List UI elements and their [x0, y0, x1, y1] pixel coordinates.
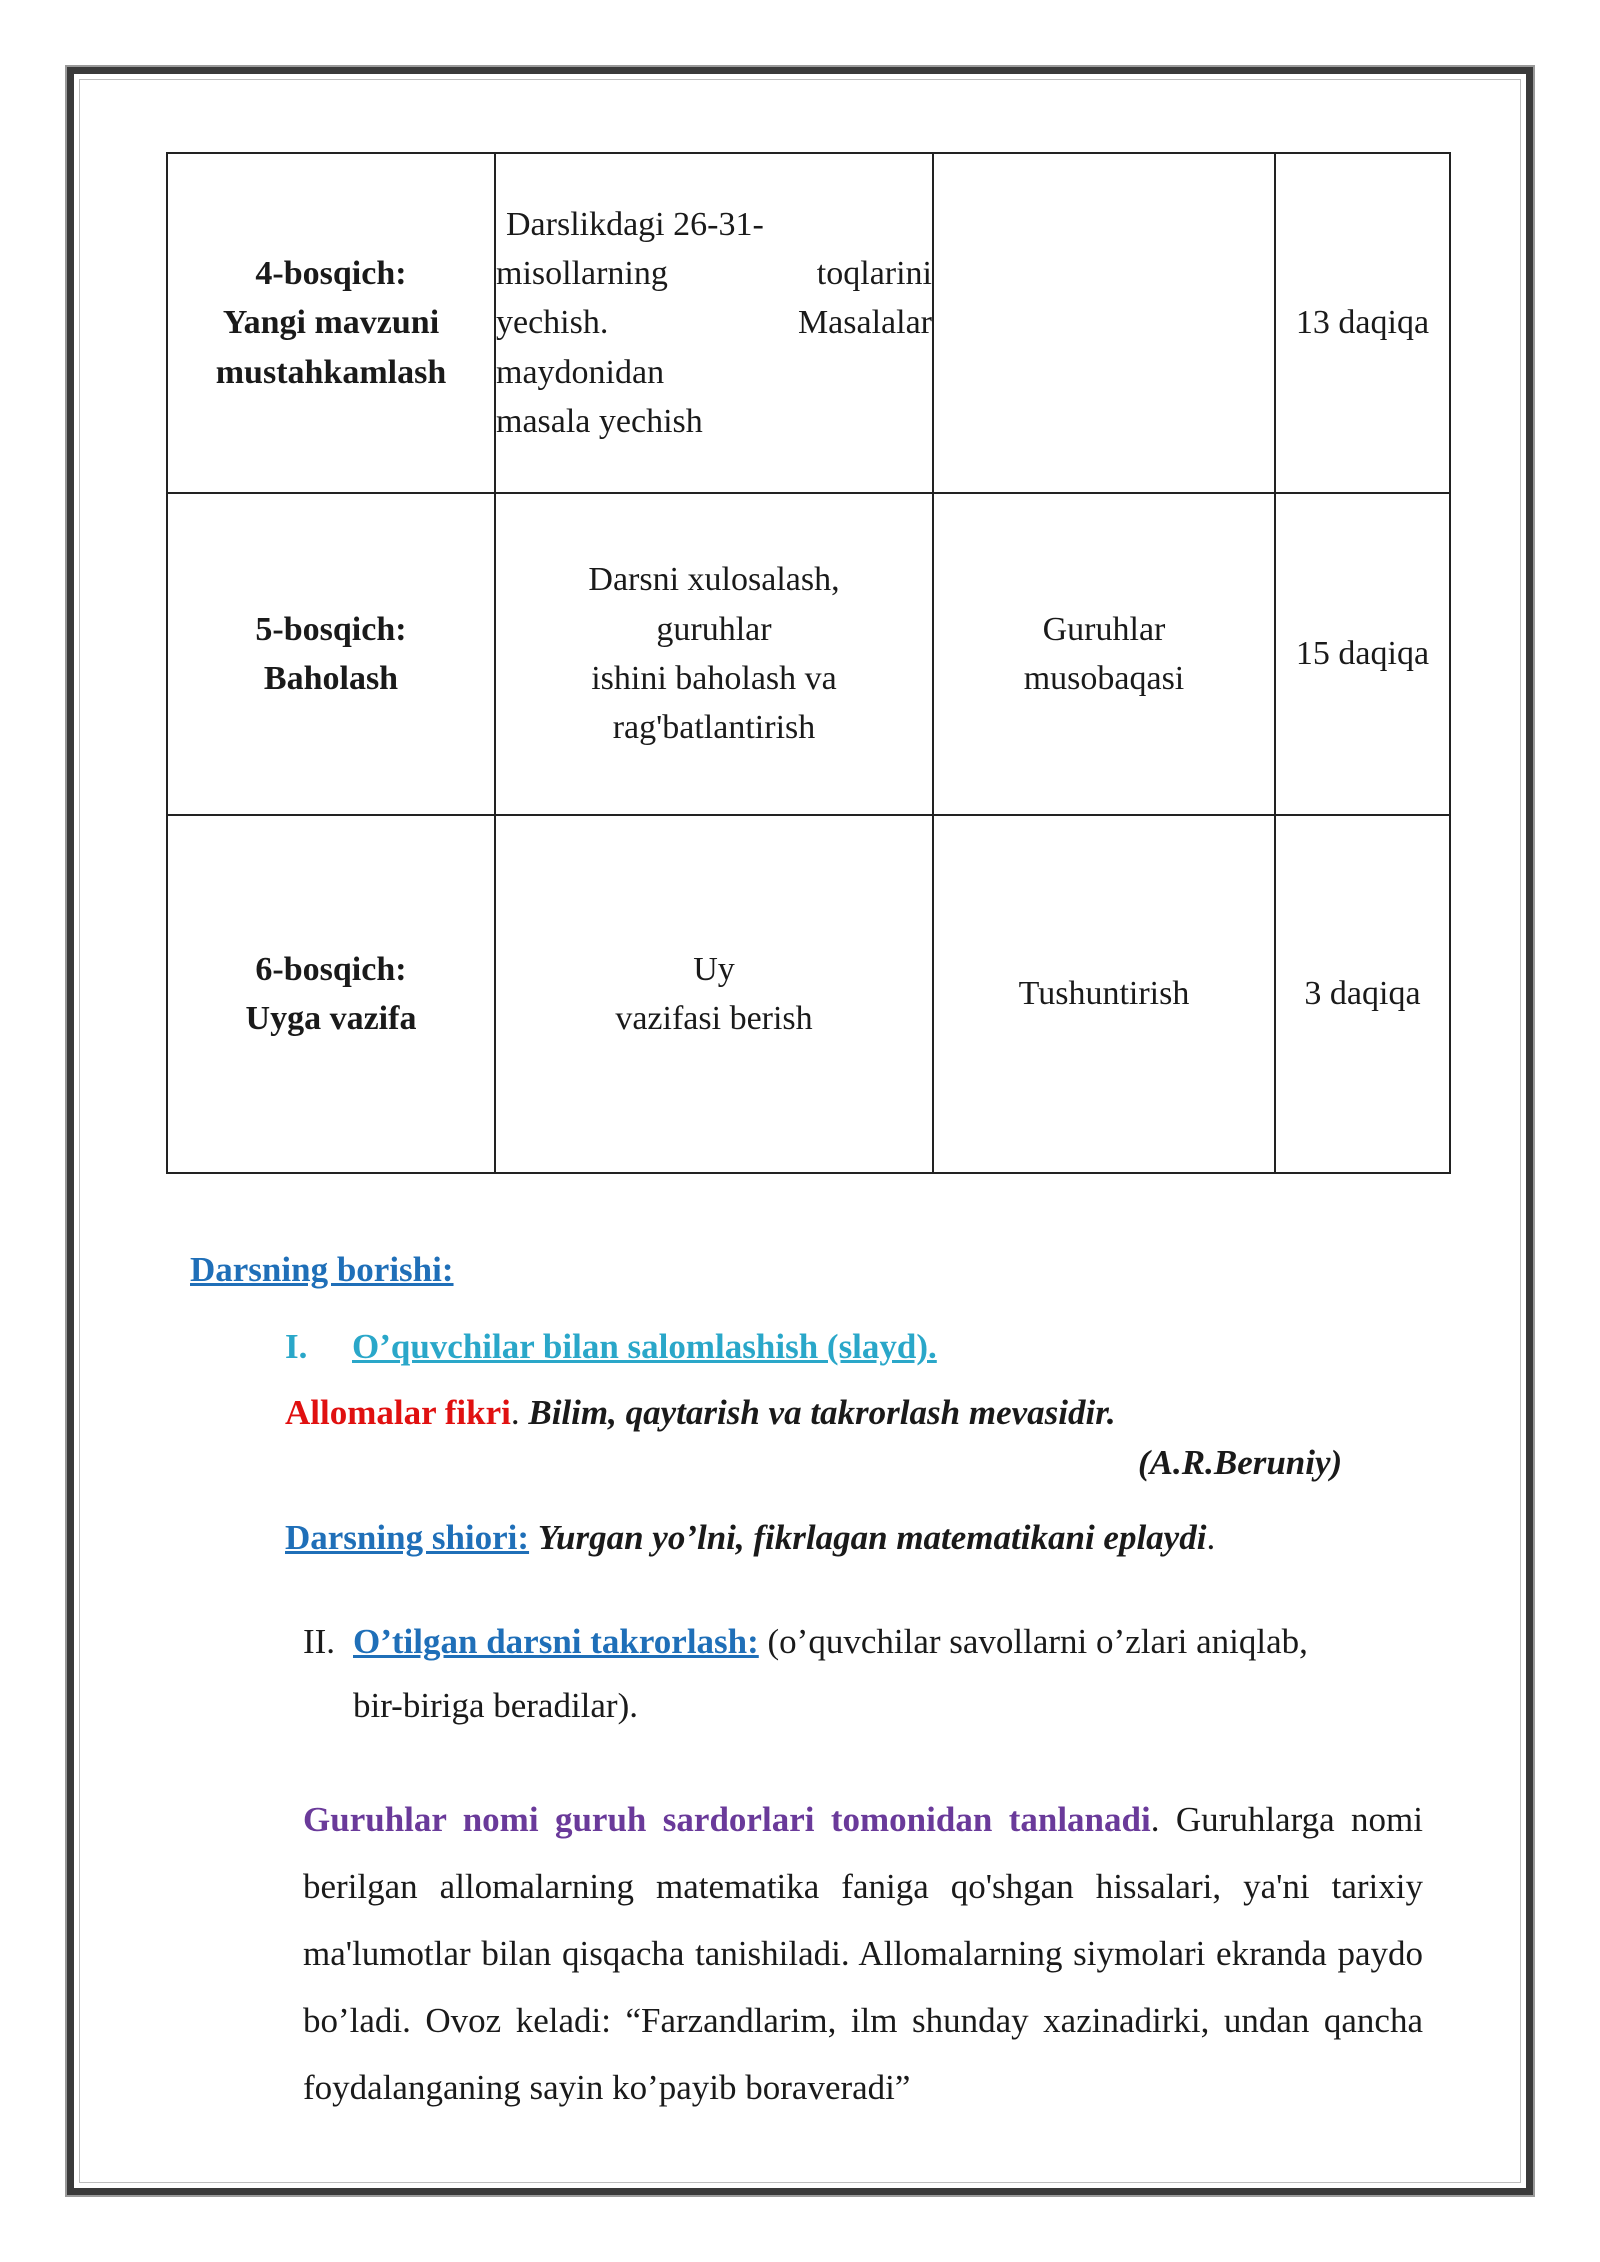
- stage-title: Yangi mavzuni: [222, 304, 440, 342]
- activity-cell: [495, 153, 933, 493]
- activity-line: maydonidan: [496, 353, 665, 391]
- method-line: musobaqasi: [1023, 660, 1185, 697]
- stage-cell: [167, 153, 495, 493]
- activity-line: [496, 249, 932, 298]
- activity-cell: [495, 493, 933, 815]
- motto-end: .: [1206, 1518, 1216, 1557]
- method-cell: [933, 493, 1275, 815]
- section-number: I.: [285, 1327, 308, 1366]
- method-line: Tushuntirish: [1018, 975, 1190, 1013]
- activity-line: ishini baholash va: [591, 660, 837, 697]
- paragraph-lead: Guruhlar nomi guruh sardorlari tomonidan tanlanadi: [303, 1800, 1151, 1839]
- scholars-quote: [285, 1393, 1116, 1433]
- paragraph-text: . Guruhlarga nomi berilgan allomalarning matematika faniga qo'shgan hissalari, ya'ni tarixiy ma'lumotlar bilan qisqacha tanishiladi. Allomalarning siymolari ekranda paydo bo’ladi. Ovoz keladi: “Farzandlarim, ilm shunday xazinadirki, undan qancha foydalanganing sayin ko’payib boraveradi”: [303, 1800, 1423, 2107]
- section-number: II.: [303, 1622, 336, 1661]
- activity-cell: [495, 815, 933, 1173]
- table-row: [167, 815, 1450, 1173]
- stage-label: 4-bosqich:: [255, 255, 407, 293]
- activity-word: yechish.: [496, 304, 609, 342]
- section-2-line: [303, 1610, 1423, 1674]
- quote-separator: .: [510, 1393, 529, 1432]
- groups-paragraph: [303, 1786, 1423, 2121]
- activity-line: rag'batlantirish: [612, 709, 816, 747]
- stage-label: 6-bosqich:: [255, 950, 407, 988]
- lesson-progress-heading[interactable]: Darsning borishi:: [190, 1250, 454, 1289]
- method-line: Guruhlar: [1042, 610, 1166, 648]
- time-cell: 15 daqiqa: [1275, 493, 1450, 815]
- section-2: [303, 1610, 1423, 1738]
- stage-title: mustahkamlash: [215, 353, 447, 391]
- section-1-heading: [285, 1327, 937, 1367]
- activity-word: misollarning: [496, 255, 668, 293]
- stage-title: Baholash: [263, 660, 399, 697]
- activity-line: [496, 298, 932, 347]
- stage-label: 5-bosqich:: [255, 610, 407, 648]
- section-2-link[interactable]: O’tilgan darsni takrorlash:: [353, 1622, 759, 1661]
- method-cell: [933, 153, 1275, 493]
- activity-line: Darslikdagi 26-31-: [506, 205, 764, 243]
- activity-line: Uy: [693, 950, 735, 988]
- activity-word: Masalalar: [797, 304, 932, 342]
- lesson-motto: [285, 1518, 1215, 1558]
- lesson-plan-table: [166, 152, 1451, 1174]
- time-cell: 3 daqiqa: [1275, 815, 1450, 1173]
- activity-line: vazifasi berish: [615, 1000, 813, 1037]
- table-row: [167, 153, 1450, 493]
- section-2-text: (o’quvchilar savollarni o’zlari aniqlab,: [758, 1622, 1308, 1661]
- stage-title: Uyga vazifa: [245, 1000, 417, 1037]
- stage-cell: [167, 815, 495, 1173]
- time-cell: 13 daqiqa: [1275, 153, 1450, 493]
- section-1-link[interactable]: O’quvchilar bilan salomlashish (slayd).: [352, 1327, 937, 1366]
- activity-line: Darsni xulosalash,: [588, 561, 840, 599]
- activity-word: toqlarini: [816, 255, 932, 293]
- activity-line: masala yechish: [496, 402, 703, 440]
- quote-label: Allomalar fikri: [285, 1393, 511, 1432]
- quote-text: Bilim, qaytarish va takrorlash mevasidir.: [528, 1393, 1116, 1432]
- activity-line: guruhlar: [656, 610, 772, 648]
- stage-cell: [167, 493, 495, 815]
- motto-label[interactable]: Darsning shiori:: [285, 1518, 530, 1557]
- quote-author: (A.R.Beruniy): [1138, 1443, 1343, 1482]
- motto-text: Yurgan yo’lni, fikrlagan matematikani eplaydi: [537, 1518, 1207, 1557]
- table-row: [167, 493, 1450, 815]
- section-2-continuation: bir-biriga beradilar).: [353, 1686, 638, 1725]
- method-cell: [933, 815, 1275, 1173]
